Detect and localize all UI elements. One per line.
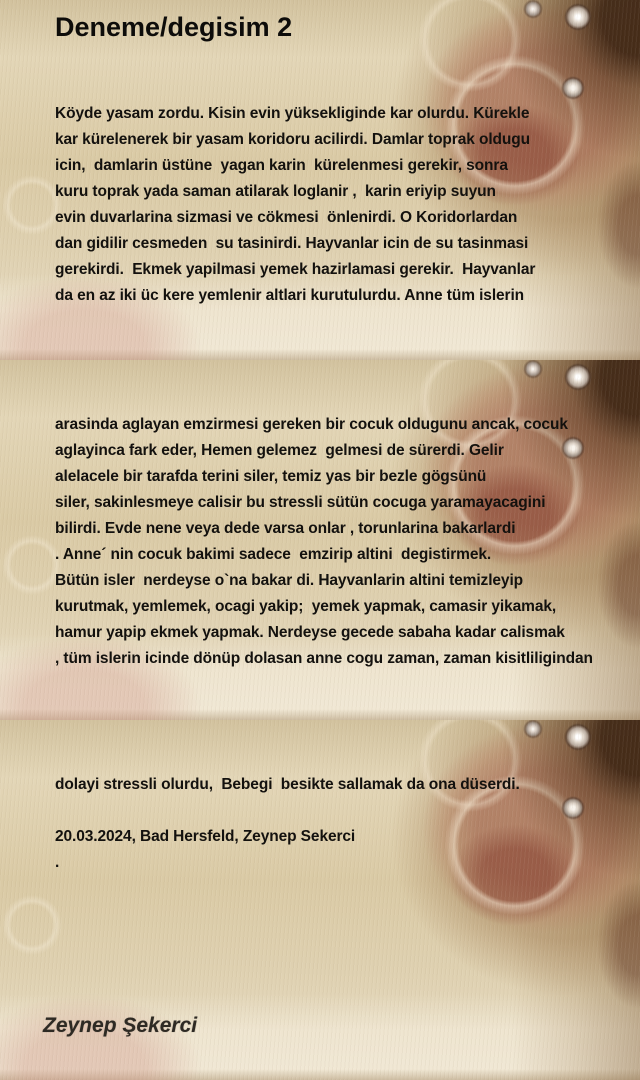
poem-line: gerekirdi. Ekmek yapilmasi yemek hazirlamasi gerekir. Hayvanlar (55, 261, 536, 278)
poem-line: kuru toprak yada saman atilarak loglanir , karin eriyip suyun (55, 183, 496, 200)
poem-stanza-1 (55, 101, 535, 309)
poem-line: . Anne´ nin cocuk bakimi sadece emzirip altini degistirmek. (55, 546, 492, 563)
poem-line: siler, sakinlesmeye calisir bu stressli sütün cocuga yaramayacagini (55, 494, 546, 511)
poem-line: evin duvarlarina sizmasi ve cökmesi önlenirdi. O Koridorlardan (55, 209, 518, 226)
poem-line: kurutmak, yemlemek, ocagi yakip; yemek yapmak, camasir yikamak, (55, 598, 557, 615)
poem-line: Köyde yasam zordu. Kisin evin yüksekliginde kar olurdu. Kürekle (55, 105, 530, 122)
poem-line: dan gidilir cesmeden su tasinirdi. Hayvanlar icin de su tasinmasi (55, 235, 529, 252)
poem-signature: 20.03.2024, Bad Hersfeld, Zeynep Sekerci (55, 828, 356, 845)
footer-author-name: Zeynep Şekerci (43, 1014, 198, 1037)
poem-line: dolayi stressli olurdu, Bebegi besikte sallamak da ona düserdi. (55, 776, 520, 793)
poem-line: icin, damlarin üstüne yagan karin kürelenmesi gerekir, sonra (55, 157, 508, 174)
poem-line: bilirdi. Evde nene veya dede varsa onlar , torunlarina bakarlardi (55, 520, 516, 537)
poem-stanza-2 (55, 412, 593, 672)
poem-line: Bütün isler nerdeyse o`na bakar di. Hayvanlarin altini temizleyip (55, 572, 524, 589)
poem-line: alelacele bir tarafda terini siler, temiz yas bir bezle gögsünü (55, 468, 487, 485)
poem-line: , tüm islerin icinde dönüp dolasan anne cogu zaman, zaman kisitliligindan (55, 650, 593, 667)
poem-stanza-3 (55, 772, 520, 798)
poem-title: Deneme/degisim 2 (55, 12, 293, 42)
poem-line: aglayinca fark eder, Hemen gelemez gelmesi de sürerdi. Gelir (55, 442, 504, 459)
poem-line: kar kürelenerek bir yasam koridoru acilirdi. Damlar toprak oldugu (55, 131, 531, 148)
poem-signature-dot: . (55, 854, 60, 871)
poem-line: da en az iki üc kere yemlenir altlari kurutulurdu. Anne tüm islerin (55, 287, 525, 304)
poem-line: hamur yapip ekmek yapmak. Nerdeyse gecede sabaha kadar calismak (55, 624, 565, 641)
poem-line: arasinda aglayan emzirmesi gereken bir cocuk oldugunu ancak, cocuk (55, 416, 568, 433)
